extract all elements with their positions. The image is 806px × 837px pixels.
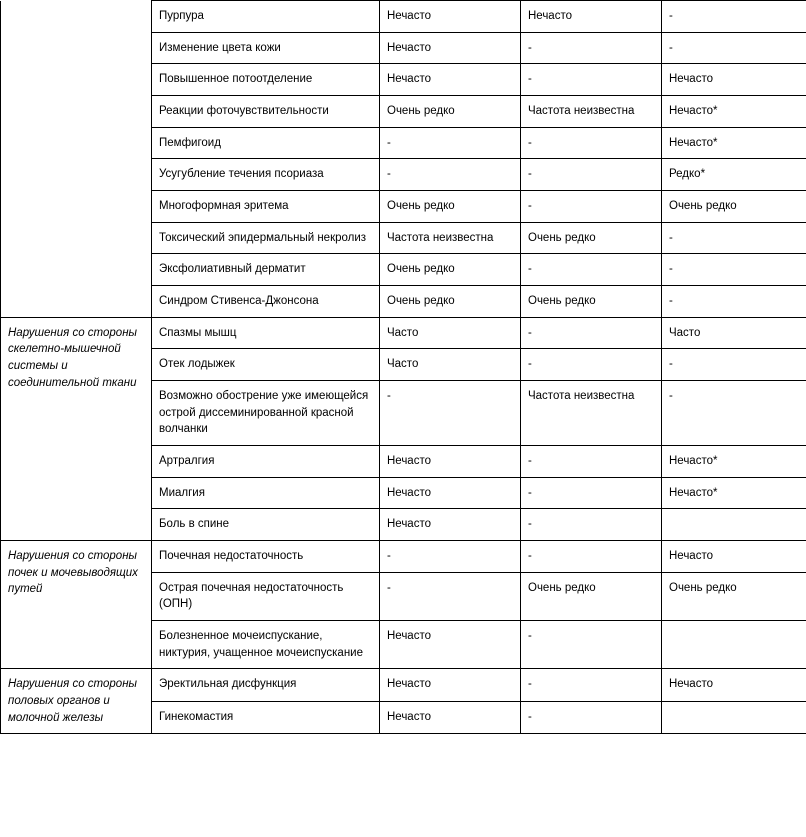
frequency-cell-1: Очень редко — [380, 254, 521, 286]
frequency-cell-1: Нечасто — [380, 32, 521, 64]
frequency-cell-2: - — [521, 509, 662, 541]
term-cell: Эксфолиативный дерматит — [152, 254, 380, 286]
table-row — [1, 191, 806, 223]
frequency-cell-2: - — [521, 541, 662, 573]
term-cell: Гинекомастия — [152, 701, 380, 734]
term-cell: Миалгия — [152, 477, 380, 509]
frequency-cell-2: - — [521, 254, 662, 286]
frequency-cell-1: - — [380, 541, 521, 573]
frequency-cell-2: Очень редко — [521, 222, 662, 254]
frequency-cell-3: Часто — [662, 317, 806, 349]
frequency-cell-1: Очень редко — [380, 286, 521, 318]
frequency-cell-3 — [662, 701, 806, 734]
frequency-cell-3 — [662, 621, 806, 669]
frequency-cell-3: Редко* — [662, 159, 806, 191]
term-cell: Болезненное мочеиспускание, никтурия, учащенное мочеиспускание — [152, 621, 380, 669]
term-cell: Острая почечная недостаточность (ОПН) — [152, 572, 380, 620]
frequency-cell-1: Нечасто — [380, 477, 521, 509]
frequency-cell-1: Нечасто — [380, 1, 521, 33]
term-cell: Возможно обострение уже имеющейся острой диссеминированной красной волчанки — [152, 381, 380, 446]
frequency-cell-2: - — [521, 349, 662, 381]
frequency-cell-2: Частота неизвестна — [521, 381, 662, 446]
group-cell — [1, 222, 152, 254]
frequency-cell-3: Очень редко — [662, 572, 806, 620]
frequency-cell-2: - — [521, 191, 662, 223]
frequency-cell-3: Нечасто — [662, 669, 806, 702]
term-cell: Повышенное потоотделение — [152, 64, 380, 96]
frequency-cell-2: - — [521, 669, 662, 702]
table-row — [1, 286, 806, 318]
group-cell — [1, 1, 152, 33]
frequency-cell-1: Нечасто — [380, 621, 521, 669]
frequency-cell-1: - — [380, 381, 521, 446]
group-cell — [1, 96, 152, 128]
term-cell: Реакции фоточувствительности — [152, 96, 380, 128]
frequency-cell-2: Нечасто — [521, 1, 662, 33]
frequency-cell-3: Нечасто* — [662, 127, 806, 159]
group-cell — [1, 127, 152, 159]
frequency-cell-1: Нечасто — [380, 701, 521, 734]
table-body — [1, 1, 806, 734]
frequency-cell-1: Очень редко — [380, 96, 521, 128]
table-row — [1, 127, 806, 159]
frequency-cell-3: - — [662, 254, 806, 286]
frequency-cell-3: Нечасто — [662, 64, 806, 96]
term-cell: Токсический эпидермальный некролиз — [152, 222, 380, 254]
term-cell: Боль в спине — [152, 509, 380, 541]
frequency-cell-3: Нечасто* — [662, 477, 806, 509]
frequency-cell-2: - — [521, 32, 662, 64]
frequency-cell-2: - — [521, 621, 662, 669]
group-cell: Нарушения со стороны почек и мочевыводящих путей — [1, 541, 152, 669]
frequency-cell-3: Нечасто* — [662, 96, 806, 128]
table-row — [1, 254, 806, 286]
term-cell: Артралгия — [152, 446, 380, 478]
group-cell — [1, 32, 152, 64]
table-row — [1, 541, 806, 573]
frequency-cell-3: Нечасто* — [662, 446, 806, 478]
table-row — [1, 1, 806, 33]
table-row — [1, 669, 806, 702]
frequency-cell-3: - — [662, 1, 806, 33]
frequency-cell-1: Часто — [380, 317, 521, 349]
group-cell: Нарушения со стороны половых органов и молочной железы — [1, 669, 152, 734]
frequency-cell-3 — [662, 509, 806, 541]
term-cell: Отек лодыжек — [152, 349, 380, 381]
table-row — [1, 64, 806, 96]
group-cell: Нарушения со стороны скелетно-мышечной системы и соединительной ткани — [1, 317, 152, 540]
term-cell: Изменение цвета кожи — [152, 32, 380, 64]
frequency-cell-2: - — [521, 127, 662, 159]
table-row — [1, 222, 806, 254]
group-cell — [1, 159, 152, 191]
frequency-cell-2: - — [521, 64, 662, 96]
table-row — [1, 32, 806, 64]
term-cell: Спазмы мышц — [152, 317, 380, 349]
frequency-cell-1: Нечасто — [380, 446, 521, 478]
frequency-cell-3: - — [662, 381, 806, 446]
frequency-cell-1: - — [380, 572, 521, 620]
frequency-cell-2: Очень редко — [521, 572, 662, 620]
group-cell — [1, 191, 152, 223]
frequency-cell-2: Очень редко — [521, 286, 662, 318]
table-row — [1, 96, 806, 128]
group-cell — [1, 254, 152, 286]
frequency-cell-1: Нечасто — [380, 669, 521, 702]
group-cell — [1, 64, 152, 96]
frequency-cell-2: Частота неизвестна — [521, 96, 662, 128]
frequency-cell-3: Очень редко — [662, 191, 806, 223]
frequency-cell-1: Нечасто — [380, 64, 521, 96]
frequency-cell-3: Нечасто — [662, 541, 806, 573]
term-cell: Почечная недостаточность — [152, 541, 380, 573]
frequency-cell-2: - — [521, 701, 662, 734]
frequency-cell-1: Нечасто — [380, 509, 521, 541]
frequency-cell-3: - — [662, 349, 806, 381]
term-cell: Синдром Стивенса-Джонсона — [152, 286, 380, 318]
frequency-cell-2: - — [521, 446, 662, 478]
frequency-cell-1: - — [380, 127, 521, 159]
term-cell: Эректильная дисфункция — [152, 669, 380, 702]
frequency-cell-3: - — [662, 286, 806, 318]
frequency-cell-3: - — [662, 32, 806, 64]
frequency-cell-3: - — [662, 222, 806, 254]
term-cell: Пемфигоид — [152, 127, 380, 159]
table-row — [1, 317, 806, 349]
group-cell — [1, 286, 152, 318]
frequency-cell-2: - — [521, 477, 662, 509]
table-row — [1, 159, 806, 191]
term-cell: Усугубление течения псориаза — [152, 159, 380, 191]
frequency-cell-1: Частота неизвестна — [380, 222, 521, 254]
term-cell: Пурпура — [152, 1, 380, 33]
frequency-cell-1: Часто — [380, 349, 521, 381]
term-cell: Многоформная эритема — [152, 191, 380, 223]
frequency-cell-1: Очень редко — [380, 191, 521, 223]
frequency-cell-2: - — [521, 159, 662, 191]
frequency-cell-1: - — [380, 159, 521, 191]
frequency-cell-2: - — [521, 317, 662, 349]
